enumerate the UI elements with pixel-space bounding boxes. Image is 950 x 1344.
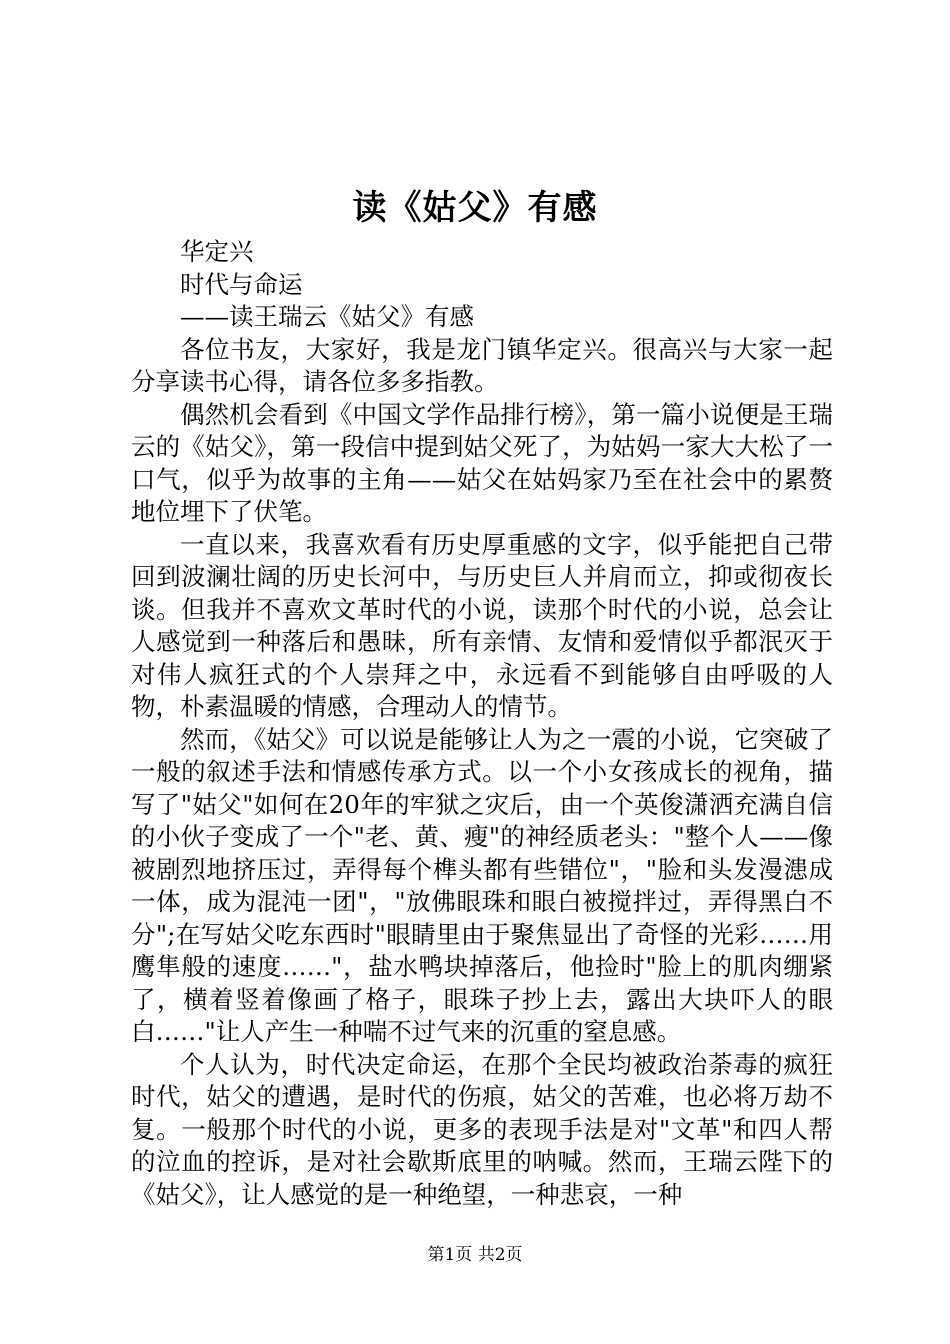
subtitle2-line: ——读王瑞云《姑父》有感 (180, 302, 474, 331)
paragraph-2: 偶然机会看到《中国文学作品排行榜》，第一篇小说便是王瑞云的《姑父》，第一段信中提到姑父死了，为姑妈一家大大松了一口气，似乎为故事的主角——姑父在姑妈家乃至在社会中的累赘地位埋下了伏笔。 (131, 399, 833, 526)
document-title: 读《姑父》有感 (352, 188, 598, 228)
paragraph-1: 各位书友，大家好，我是龙门镇华定兴。很高兴与大家一起分享读书心得，请各位多多指教。 (131, 334, 833, 396)
page-footer: 第1页 共2页 (427, 1245, 523, 1265)
paragraph-4: 然而，《姑父》可以说是能够让人为之一震的小说，它突破了一般的叙述手法和情感传承方式。以一个小女孩成长的视角，描写了"姑父"如何在20年的牢狱之灾后，由一个英俊潇洒充满自信的小伙子变成了一个"老、黄、瘦"的神经质老头："整个人——像被剧烈地挤压过，弄得每个榫头都有些错位"，"脸和头发漫漶成一体，成为混沌一团"，"放佛眼珠和眼白被搅拌过，弄得黑白不分";在写姑父吃东西时"眼睛里由于聚焦显出了奇怪的光彩……用鹰隼般的速度……"，盐水鸭块掉落后，他捡时"脸上的肌肉绷紧了，横着竖着像画了格子，眼珠子抄上去，露出大块吓人的眼白……"让人产生一种喘不过气来的沉重的窒息感。 (131, 724, 833, 1046)
paragraph-5: 个人认为，时代决定命运，在那个全民均被政治荼毒的疯狂时代，姑父的遭遇，是时代的伤痕，姑父的苦难，也必将万劫不复。一般那个时代的小说，更多的表现手法是对"文革"和四人帮的泣血的控诉，是对社会歇斯底里的呐喊。然而，王瑞云陛下的《姑父》，让人感觉的是一种绝望，一种悲哀，一种 (131, 1049, 833, 1209)
author-line: 华定兴 (180, 237, 254, 266)
subtitle-line: 时代与命运 (180, 269, 303, 299)
paragraph-3: 一直以来，我喜欢看有历史厚重感的文字，似乎能把自己带回到波澜壮阔的历史长河中，与历史巨人并肩而立，抑或彻夜长谈。但我并不喜欢文革时代的小说，读那个时代的小说，总会让人感觉到一种落后和愚昧，所有亲情、友情和爱情似乎都泯灭于对伟人疯狂式的个人崇拜之中，永远看不到能够自由呼吸的人物，朴素温暖的情感，合理动人的情节。 (131, 529, 833, 721)
document-body (131, 236, 833, 1211)
